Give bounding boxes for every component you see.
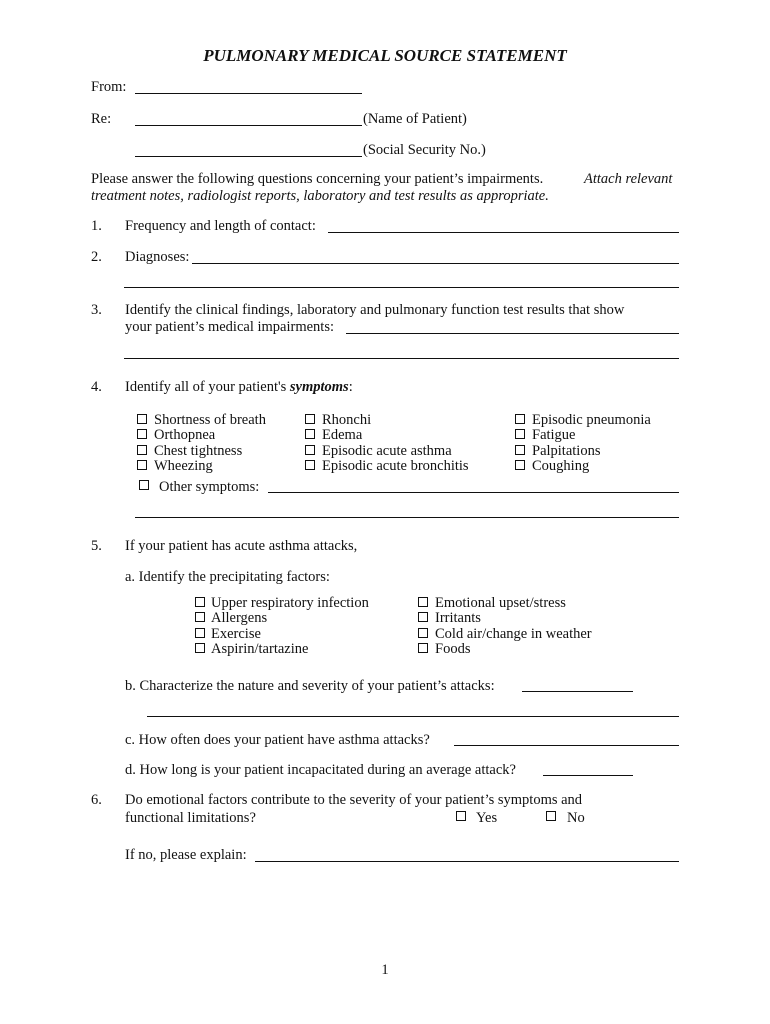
- q4-colon: :: [348, 379, 353, 395]
- intro-plain: Please answer the following questions concerning your patient’s impairments.: [91, 171, 544, 187]
- q3-answer-field-2[interactable]: [124, 358, 679, 359]
- other-symptoms-field[interactable]: [268, 492, 679, 493]
- checkbox-orthopnea[interactable]: [137, 429, 147, 439]
- from-field[interactable]: [135, 93, 362, 94]
- symptom-label: Fatigue: [532, 427, 576, 443]
- symptom-label: Palpitations: [532, 443, 601, 459]
- other-symptoms-field-2[interactable]: [135, 517, 679, 518]
- q3-text-2: your patient’s medical impairments:: [125, 319, 334, 335]
- no-label: No: [567, 810, 585, 826]
- q5b-text: b. Characterize the nature and severity of your patient’s attacks:: [125, 678, 495, 694]
- intro-italic-2: treatment notes, radiologist reports, laboratory and test results as appropriate.: [91, 188, 549, 204]
- yes-label: Yes: [476, 810, 498, 826]
- q4-emphasis: symptoms: [289, 379, 349, 395]
- checkbox-rhonchi[interactable]: [305, 414, 315, 424]
- symptom-label: Orthopnea: [154, 427, 216, 443]
- checkbox-episodic-acute-bronchitis[interactable]: [305, 460, 315, 470]
- symptom-label: Rhonchi: [322, 412, 372, 428]
- q1-text: Frequency and length of contact:: [125, 218, 316, 234]
- checkbox-upper-respiratory-infection[interactable]: [195, 597, 205, 607]
- q6-explain-field[interactable]: [255, 861, 679, 862]
- checkbox-allergens[interactable]: [195, 612, 205, 622]
- from-label: From:: [91, 79, 127, 95]
- q3-answer-field[interactable]: [346, 333, 679, 334]
- q6-text-1: Do emotional factors contribute to the severity of your patient’s symptoms and: [125, 792, 583, 808]
- intro-italic-1: Attach relevant: [584, 171, 673, 187]
- q2-answer-field[interactable]: [192, 263, 679, 264]
- factor-label: Exercise: [211, 626, 261, 642]
- q1-number: 1.: [91, 218, 102, 234]
- q5-number: 5.: [91, 538, 102, 554]
- q5c-answer-field[interactable]: [454, 745, 679, 746]
- checkbox-wheezing[interactable]: [137, 460, 147, 470]
- factor-label: Aspirin/tartazine: [211, 641, 309, 657]
- checkbox-cold-air[interactable]: [418, 628, 428, 638]
- checkbox-foods[interactable]: [418, 643, 428, 653]
- patient-name-field[interactable]: [135, 125, 362, 126]
- checkbox-episodic-pneumonia[interactable]: [515, 414, 525, 424]
- q6-text-2: functional limitations?: [125, 810, 256, 826]
- q5b-answer-field-2[interactable]: [147, 716, 679, 717]
- page-title: PULMONARY MEDICAL SOURCE STATEMENT: [203, 46, 567, 65]
- symptom-label: Shortness of breath: [154, 412, 266, 428]
- q4-number: 4.: [91, 379, 102, 395]
- q5d-answer-field[interactable]: [543, 775, 633, 776]
- intro-text: [91, 171, 543, 187]
- checkbox-emotional-upset[interactable]: [418, 597, 428, 607]
- q5-text: If your patient has acute asthma attacks,: [125, 538, 358, 554]
- q2-text: Diagnoses:: [125, 249, 190, 265]
- q1-answer-field[interactable]: [328, 232, 679, 233]
- factor-label: Foods: [435, 641, 471, 657]
- q4-plain: Identify all of your patient's: [125, 379, 287, 395]
- patient-name-label: (Name of Patient): [363, 111, 467, 127]
- factor-label: Emotional upset/stress: [435, 595, 566, 611]
- checkbox-edema[interactable]: [305, 429, 315, 439]
- q6-number: 6.: [91, 792, 102, 808]
- symptom-label: Edema: [322, 427, 363, 443]
- re-label: Re:: [91, 111, 112, 127]
- q2-answer-field-2[interactable]: [124, 287, 679, 288]
- factor-label: Upper respiratory infection: [211, 595, 369, 611]
- q6-explain-label: If no, please explain:: [125, 847, 247, 863]
- checkbox-fatigue[interactable]: [515, 429, 525, 439]
- q5a-text: a. Identify the precipitating factors:: [125, 569, 330, 585]
- checkbox-aspirin-tartazine[interactable]: [195, 643, 205, 653]
- ssn-field[interactable]: [135, 156, 362, 157]
- q3-text-1: Identify the clinical findings, laboratory and pulmonary function test results that show: [125, 302, 625, 318]
- symptom-label: Episodic pneumonia: [532, 412, 651, 428]
- q2-number: 2.: [91, 249, 102, 265]
- symptom-label: Wheezing: [154, 458, 213, 474]
- checkbox-episodic-acute-asthma[interactable]: [305, 445, 315, 455]
- symptom-label: Episodic acute bronchitis: [322, 458, 469, 474]
- checkbox-chest-tightness[interactable]: [137, 445, 147, 455]
- ssn-label: (Social Security No.): [363, 142, 486, 158]
- symptom-label: Coughing: [532, 458, 590, 474]
- checkbox-yes[interactable]: [456, 811, 466, 821]
- checkbox-exercise[interactable]: [195, 628, 205, 638]
- factor-label: Allergens: [211, 610, 268, 626]
- q5c-text: c. How often does your patient have asthma attacks?: [125, 732, 430, 748]
- checkbox-palpitations[interactable]: [515, 445, 525, 455]
- other-symptoms-label: Other symptoms:: [159, 479, 260, 495]
- q5d-text: d. How long is your patient incapacitated during an average attack?: [125, 762, 516, 778]
- q5b-answer-field[interactable]: [522, 691, 633, 692]
- factor-label: Irritants: [435, 610, 481, 626]
- q4-text: [125, 379, 353, 395]
- q3-number: 3.: [91, 302, 102, 318]
- checkbox-coughing[interactable]: [515, 460, 525, 470]
- checkbox-shortness-of-breath[interactable]: [137, 414, 147, 424]
- symptom-label: Episodic acute asthma: [322, 443, 452, 459]
- checkbox-no[interactable]: [546, 811, 556, 821]
- checkbox-other-symptoms[interactable]: [139, 480, 149, 490]
- checkbox-irritants[interactable]: [418, 612, 428, 622]
- factor-label: Cold air/change in weather: [435, 626, 592, 642]
- page-number: 1: [381, 962, 389, 978]
- symptom-label: Chest tightness: [154, 443, 243, 459]
